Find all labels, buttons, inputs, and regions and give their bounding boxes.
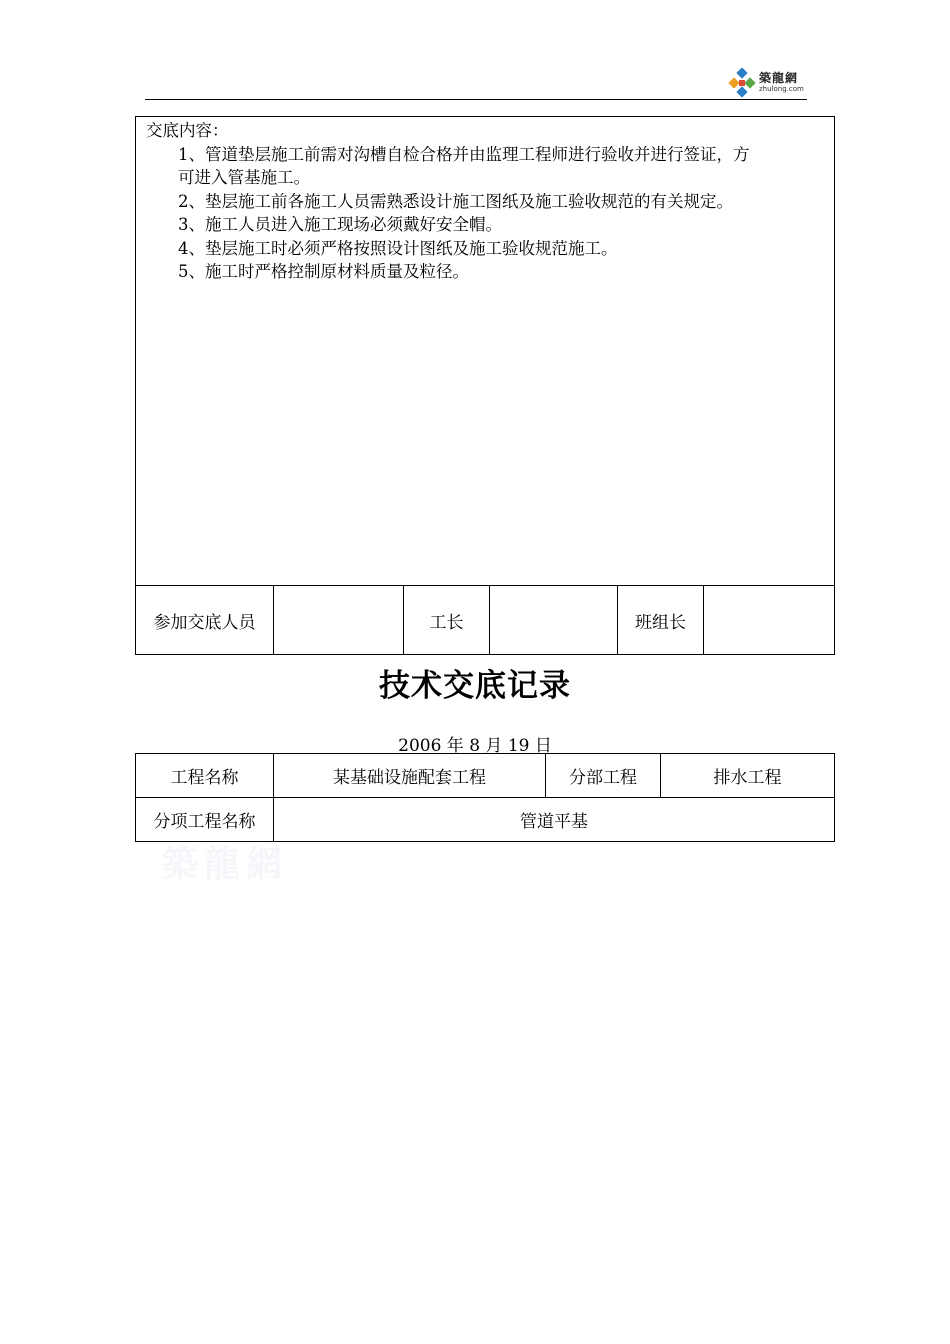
record-date: 2006 年 8 月 19 日 xyxy=(398,736,552,756)
content-item-continuation: 可进入管基施工。 xyxy=(178,168,310,187)
content-item-text: 5、施工时严格控制原材料质量及粒径。 xyxy=(178,262,469,281)
foreman-value xyxy=(490,586,618,655)
content-title: 交底内容： xyxy=(146,121,229,140)
team-leader-value xyxy=(704,586,835,655)
header-divider xyxy=(145,99,807,100)
content-cell xyxy=(136,117,835,586)
project-name-value: 某基础设施配套工程 xyxy=(274,754,546,798)
content-item xyxy=(146,237,828,261)
content-item xyxy=(146,190,828,214)
participants-value xyxy=(274,586,404,655)
subitem-label: 分项工程名称 xyxy=(136,798,274,842)
team-leader-label: 班组长 xyxy=(618,586,704,655)
division-label: 分部工程 xyxy=(546,754,661,798)
content-item-text: 1、管道垫层施工前需对沟槽自检合格并由监理工程师进行验收并进行签证，方 xyxy=(178,144,750,164)
content-item xyxy=(146,260,828,284)
logo-url: zhulong.com xyxy=(759,85,804,93)
logo-name: 築龍網 xyxy=(759,71,799,85)
watermark: 築龍網 xyxy=(162,843,289,885)
foreman-label: 工长 xyxy=(404,586,490,655)
zhulong-logo xyxy=(727,66,817,98)
subitem-value: 管道平基 xyxy=(274,798,835,842)
document-title: 技术交底记录 xyxy=(379,668,571,704)
content-item xyxy=(146,143,828,190)
content-item xyxy=(146,213,828,237)
content-item-text: 2、垫层施工前各施工人员需熟悉设计施工图纸及施工验收规范的有关规定。 xyxy=(178,191,733,211)
sign-row xyxy=(136,586,835,655)
content-item-text: 3、施工人员进入施工现场必须戴好安全帽。 xyxy=(178,215,502,234)
disclosure-content-table xyxy=(135,116,835,655)
participants-label: 参加交底人员 xyxy=(136,586,274,655)
division-value: 排水工程 xyxy=(661,754,835,798)
project-info-table xyxy=(135,753,835,842)
content-item-text: 4、垫层施工时必须严格按照设计图纸及施工验收规范施工。 xyxy=(178,238,618,258)
project-name-label: 工程名称 xyxy=(136,754,274,798)
zhulong-logo-icon xyxy=(727,68,757,98)
